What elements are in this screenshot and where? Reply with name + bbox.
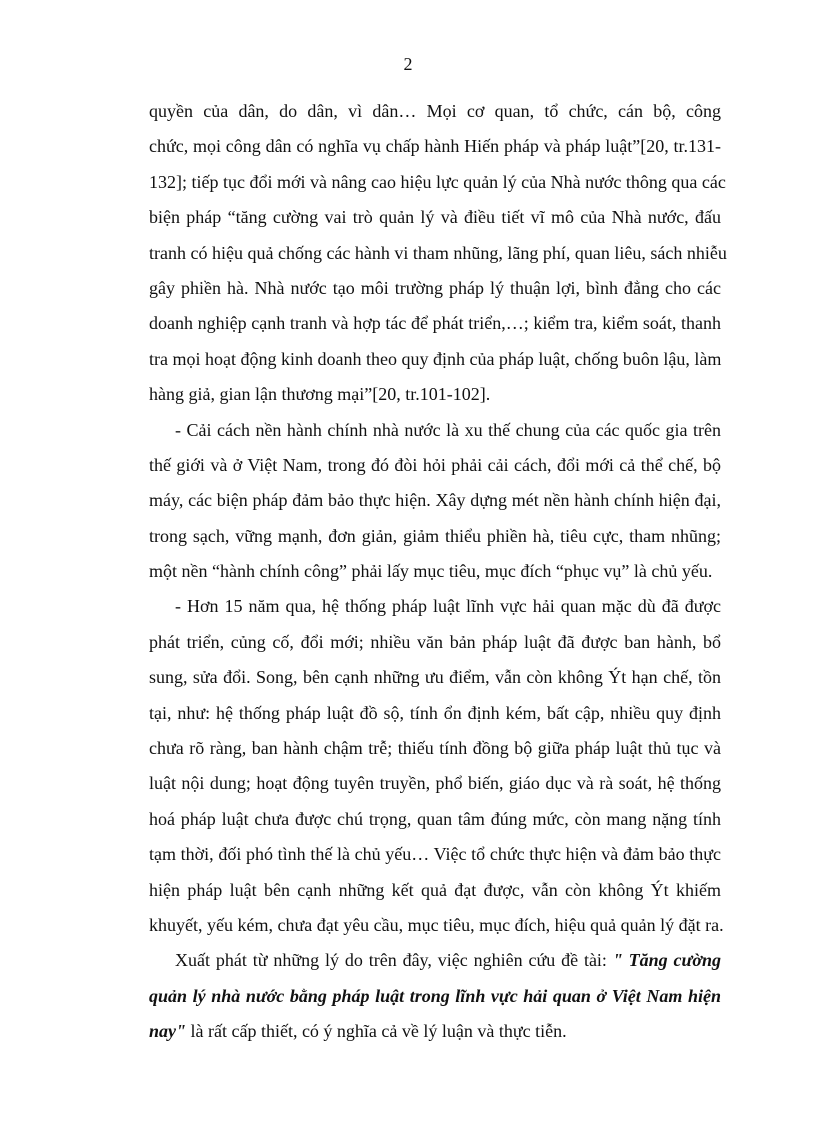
text-line: hiện pháp luật bên cạnh những kết quả đạt được, vẫn còn không Ýt khiếm — [149, 879, 721, 900]
text-line: - Hơn 15 năm qua, hệ thống pháp luật lĩnh vực hải quan mặc dù đã được — [175, 596, 721, 617]
text-line: tra mọi hoạt động kinh doanh theo quy định của pháp luật, chống buôn lậu, làm — [149, 348, 722, 369]
text-line: máy, các biện pháp đảm bảo thực hiện. Xây dựng mét nền hành chính hiện đại, — [149, 490, 721, 511]
text-line: hàng giả, gian lận thương mại”[20, tr.101-102]. — [149, 384, 491, 405]
text-run: Xuất phát từ những lý do trên đây, việc nghiên cứu đề tài: — [175, 950, 613, 971]
text-line: trong sạch, vững mạnh, đơn giản, giảm thiểu phiền hà, tiêu cực, tham nhũng; — [149, 525, 721, 546]
paragraph-3 — [149, 589, 724, 943]
text-line: sung, sửa đổi. Song, bên cạnh những ưu điểm, vẫn còn không Ýt hạn chế, tồn — [149, 667, 721, 688]
text-line: quyền của dân, do dân, vì dân… Mọi cơ quan, tổ chức, cán bộ, công — [149, 101, 721, 121]
paragraph-4 — [149, 943, 721, 1049]
text-line: một nền “hành chính công” phải lấy mục tiêu, mục đích “phục vụ” là chủ yếu. — [149, 561, 713, 582]
text-line: luật nội dung; hoạt động tuyên truyền, phổ biến, giáo dục và rà soát, hệ thống — [149, 773, 721, 794]
paragraph-1 — [149, 94, 727, 413]
text-line: 132]; tiếp tục đổi mới và nâng cao hiệu lực quản lý của Nhà nước thông qua các — [149, 171, 726, 192]
text-line: gây phiền hà. Nhà nước tạo môi trường pháp lý thuận lợi, bình đẳng cho các — [149, 277, 721, 298]
text-line: tạm thời, đối phó tình thế là chủ yếu… Việc tổ chức thực hiện và đảm bảo thực — [149, 844, 721, 865]
text-line: - Cải cách nền hành chính nhà nước là xu thế chung của các quốc gia trên — [175, 419, 721, 440]
text-line: phát triển, củng cố, đổi mới; nhiều văn bản pháp luật đã được ban hành, bổ — [149, 631, 721, 652]
text-line: doanh nghiệp cạnh tranh và hợp tác để phát triển,…; kiểm tra, kiểm soát, thanh — [149, 313, 721, 334]
text-line: biện pháp “tăng cường vai trò quản lý và điều tiết vĩ mô của Nhà nước, đấu — [149, 207, 721, 228]
text-line: tại, như: hệ thống pháp luật đồ sộ, tính ổn định kém, bất cập, nhiều quy định — [149, 702, 721, 723]
text-line — [149, 943, 721, 978]
text-line: hoá pháp luật chưa được chú trọng, quan tâm đúng mức, còn mang nặng tính — [149, 808, 721, 829]
thesis-title: nay" — [149, 1021, 186, 1042]
text-line: tranh có hiệu quả chống các hành vi tham nhũng, lãng phí, quan liêu, sách nhiễu — [149, 242, 727, 263]
thesis-title: " Tăng cường — [612, 950, 721, 971]
text-line: chức, mọi công dân có nghĩa vụ chấp hành Hiến pháp và pháp luật”[20, tr.131- — [149, 136, 721, 157]
text-line — [149, 1014, 721, 1049]
thesis-title: quản lý nhà nước bằng pháp luật trong lĩnh vực hải quan ở Việt Nam hiện — [149, 985, 721, 1006]
text-line: khuyết, yếu kém, chưa đạt yêu cầu, mục tiêu, mục đích, hiệu quả quản lý đặt ra. — [149, 914, 724, 935]
text-run: là rất cấp thiết, có ý nghĩa cả về lý luận và thực tiễn. — [186, 1021, 567, 1042]
paragraph-2 — [149, 413, 721, 590]
text-line: thế giới và ở Việt Nam, trong đó đòi hỏi phải cải cách, đổi mới cả thể chế, bộ — [149, 454, 721, 475]
text-line: chưa rõ ràng, ban hành chậm trễ; thiếu tính đồng bộ giữa pháp luật thủ tục và — [149, 738, 721, 759]
page-number: 2 — [403, 54, 413, 74]
document-body — [149, 94, 727, 1050]
